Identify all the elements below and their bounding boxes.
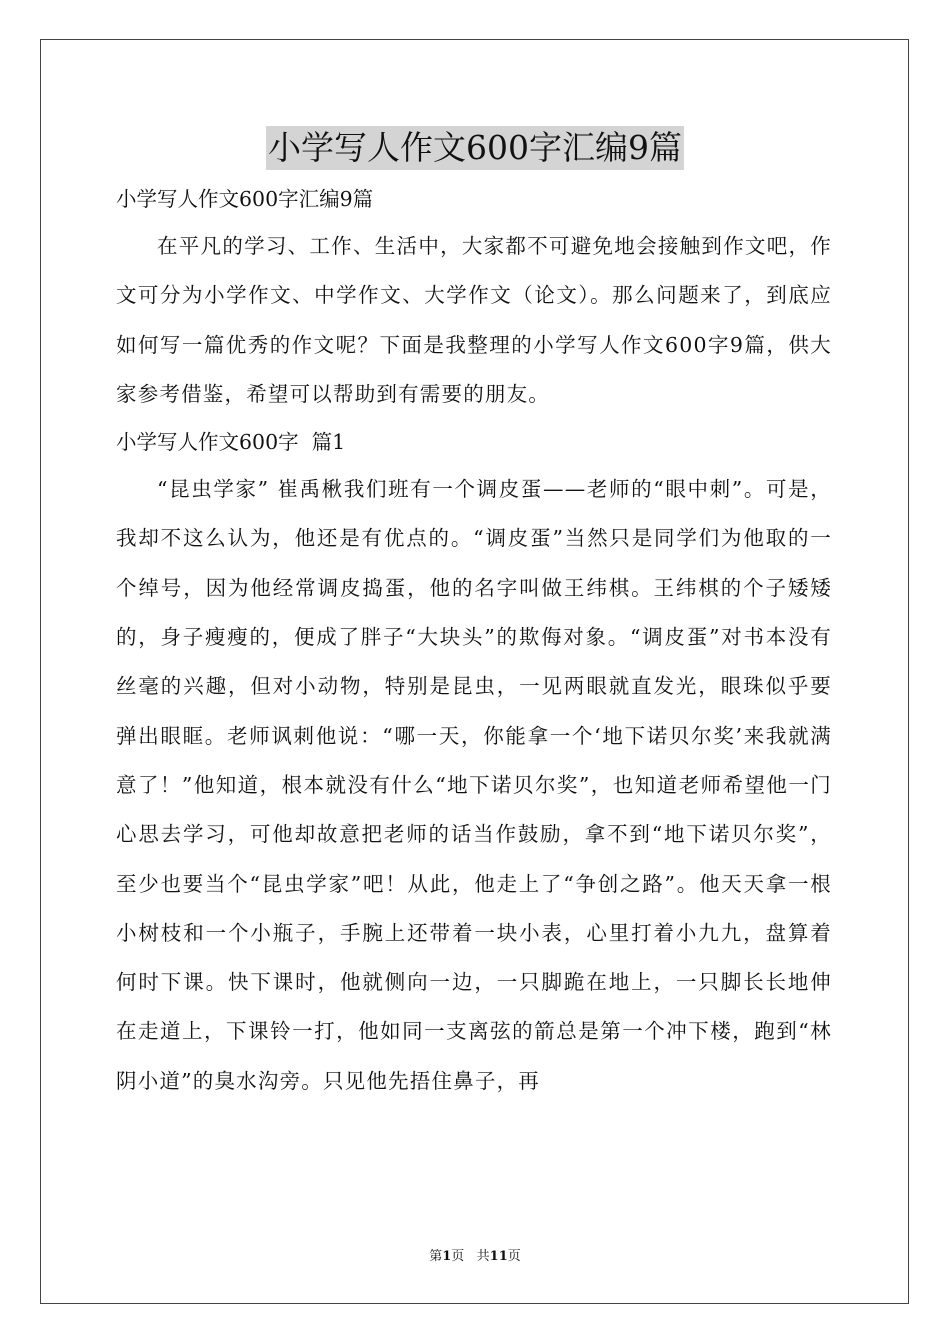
footer-total-pages: 11 bbox=[489, 1249, 508, 1264]
page-footer bbox=[0, 1248, 950, 1266]
document-title: 小学写人作文600字汇编9篇 bbox=[266, 126, 684, 170]
footer-mid: 页 共 bbox=[451, 1249, 490, 1264]
intro-paragraph: 在平凡的学习、工作、生活中，大家都不可避免地会接触到作文吧，作文可分为小学作文、中学作文、大学作文（论文）。那么问题来了，到底应如何写一篇优秀的作文呢？下面是我整理的小学写人作文600字9篇，供大家参考借鉴，希望可以帮助到有需要的朋友。 bbox=[116, 234, 832, 406]
body-paragraph: “昆虫学家” 崔禹楸我们班有一个调皮蛋——老师的“眼中刺”。可是，我却不这么认为，他还是有优点的。“调皮蛋”当然只是同学们为他取的一个绰号，因为他经常调皮捣蛋，他的名字叫做王纬棋。王纬棋的个子矮矮的，身子瘦瘦的，便成了胖子“大块头”的欺侮对象。“调皮蛋”对书本没有丝毫的兴趣，但对小动物，特别是昆虫，一见两眼就直发光，眼珠似乎要弹出眼眶。老师讽刺他说：“哪一天，你能拿一个‘地下诺贝尔奖’来我就满意了！”他知道，根本就没有什么“地下诺贝尔奖”，也知道老师希望他一门心思去学习，可他却故意把老师的话当作鼓励，拿不到“地下诺贝尔奖”，至少也要当个“昆虫学家”吧！从此，他走上了“争创之路”。他天天拿一根小树枝和一个小瓶子，手腕上还带着一块小表，心里打着小九九，盘算着何时下课。快下课时，他就侧向一边，一只脚跪在地上，一只脚长长地伸在走道上，下课铃一打，他如同一支离弦的箭总是第一个冲下楼，跑到“林阴小道”的臭水沟旁。只见他先捂住鼻子，再 bbox=[116, 477, 832, 1093]
footer-suffix: 页 bbox=[507, 1249, 521, 1264]
document-subtitle: 小学写人作文600字汇编9篇 bbox=[116, 187, 374, 211]
footer-current-page: 1 bbox=[442, 1249, 452, 1264]
document-body bbox=[116, 176, 832, 1106]
footer-prefix: 第 bbox=[429, 1249, 443, 1264]
section-heading: 小学写人作文600字 篇1 bbox=[116, 430, 346, 455]
title-container bbox=[0, 126, 950, 170]
